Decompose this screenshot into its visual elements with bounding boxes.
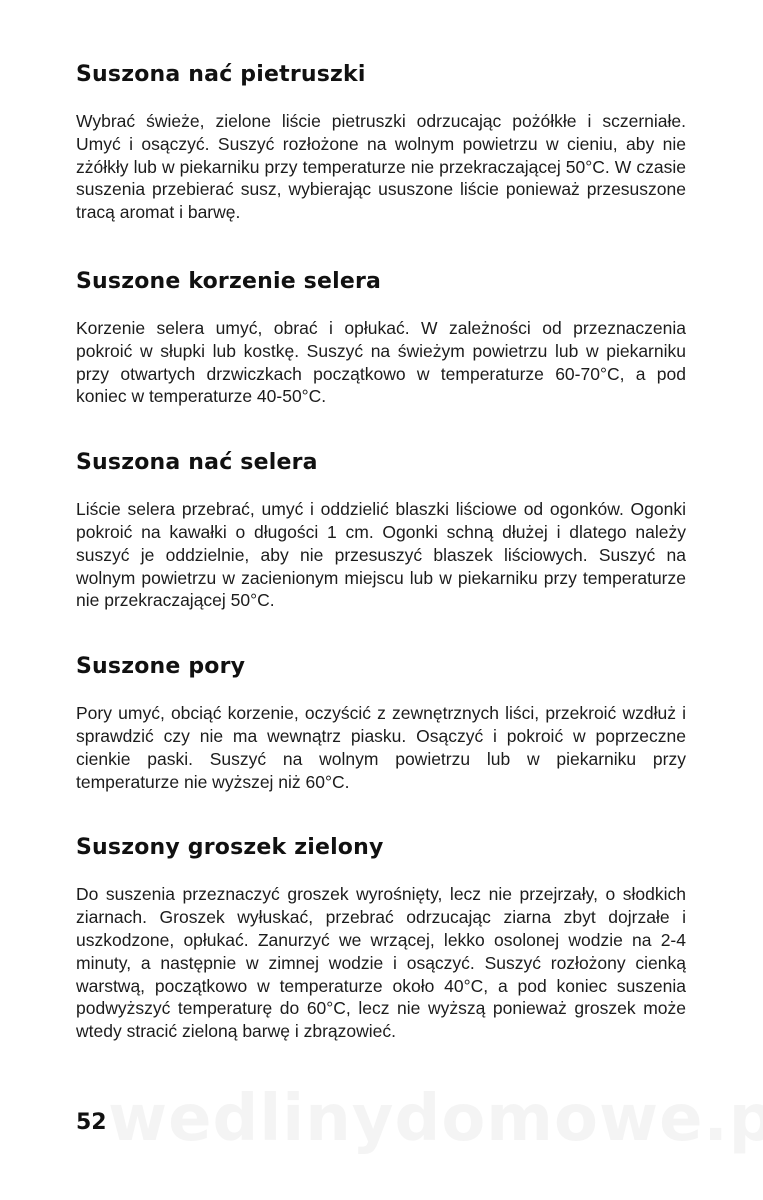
section-body: Korzenie selera umyć, obrać i opłukać. W zależności od przeznaczenia pokroić w słupki lub kostkę. Suszyć na świeżym powietrzu lub w piekarniku przy otwartych drzwiczkach początkowo w temperaturze 60-70°C, a pod koniec w temperaturze 40-50°C. xyxy=(76,317,686,407)
section-title: Suszony groszek zielony xyxy=(76,835,384,861)
section-suszona-nac-pietruszki xyxy=(76,62,686,224)
section-title: Suszona nać pietruszki xyxy=(76,62,366,87)
section-title: Suszona nać selera xyxy=(76,450,318,476)
section-body: Liście selera przebrać, umyć i oddzielić blaszki liściowe od ogonków. Ogonki pokroić na kawałki o długości 1 cm. Ogonki schną dłużej i dlatego należy suszyć je oddzielnie, aby nie przesuszyć blaszek liściowych. Suszyć na wolnym powietrzu w zacienionym miejscu lub w piekarniku przy temperaturze nie przekraczającej 50°C. xyxy=(76,499,686,611)
section-title: Suszone pory xyxy=(76,654,246,680)
page-number: 52 xyxy=(76,1110,107,1135)
book-page xyxy=(76,52,686,1043)
section-body: Do suszenia przeznaczyć groszek wyrośnięty, lecz nie przejrzały, o słodkich ziarnach. Groszek wyłuskać, przebrać odrzucając ziarna zbyt dojrzałe i uszkodzone, opłukać. Zanurzyć we wrzącej, lekko osolonej wodzie na 2-4 minuty, a następnie w zimnej wodzie i osączyć. Suszyć rozłożony cienką warstwą, początkowo w temperaturze około 40°C, a pod koniec suszenia podwyższyć temperaturę do 60°C, lecz nie wyższą ponieważ groszek może wtedy stracić zieloną barwę i zbrązowieć. xyxy=(76,884,686,1042)
watermark xyxy=(108,1082,763,1156)
section-body: Wybrać świeże, zielone liście pietruszki odrzucając pożółkłe i sczerniałe. Umyć i osączyć. Suszyć rozłożone na wolnym powietrzu w cieniu, aby nie zżółkły lub w piekarniku przy temperaturze nie przekraczającej 50°C. W czasie suszenia przebierać susz, wybierając ususzone liście ponieważ przesuszone tracą aromat i barwę. xyxy=(76,111,686,223)
section-title: Suszone korzenie selera xyxy=(76,268,382,294)
section-suszony-groszek-zielony xyxy=(76,835,686,1043)
section-body: Pory umyć, obciąć korzenie, oczyścić z zewnętrznych liści, przekroić wzdłuż i sprawdzić czy nie ma wewnątrz piasku. Osączyć i pokroić w poprzeczne cienkie paski. Suszyć na wolnym powietrzu lub w piekarniku przy temperaturze nie wyższej niż 60°C. xyxy=(76,703,686,792)
section-suszone-korzenie-selera xyxy=(76,269,686,408)
section-suszone-pory xyxy=(76,654,686,793)
section-suszona-nac-selera xyxy=(76,450,686,612)
